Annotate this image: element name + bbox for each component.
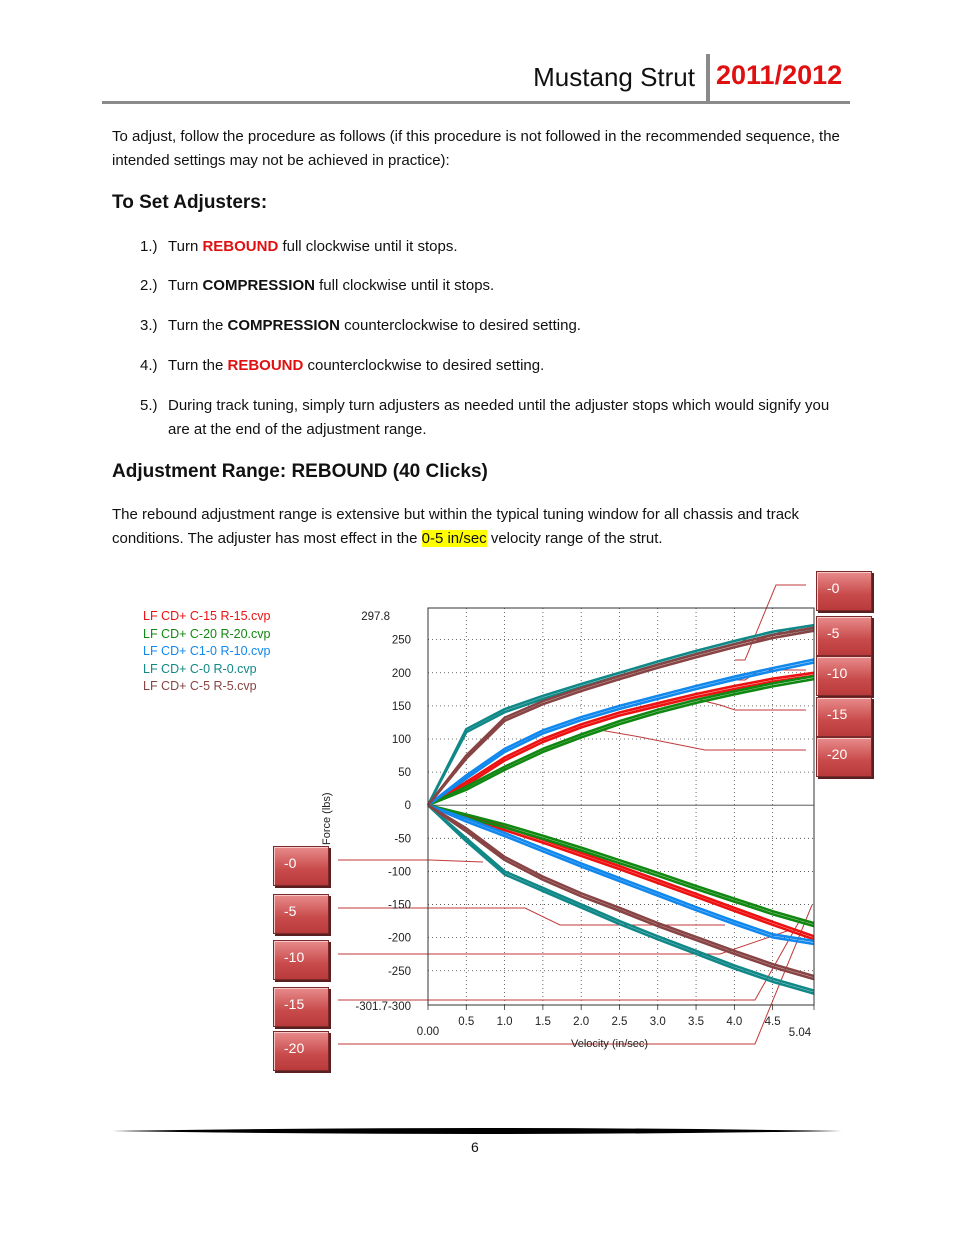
y-tick-label: -50: [394, 833, 411, 846]
y-tick-label: 250: [391, 634, 411, 647]
step-text: Turn: [168, 277, 203, 294]
page-header: [102, 54, 850, 104]
rebound-button-15[interactable]: -15: [816, 697, 872, 737]
y-tick-label: -200: [387, 932, 411, 945]
y-axis-label: Force (lbs): [321, 792, 333, 845]
y-tick-label: 297.8: [361, 611, 390, 623]
compression-button-20[interactable]: -20: [273, 1031, 329, 1071]
y-tick-label: 150: [391, 700, 411, 713]
rebound-button-20[interactable]: -20: [816, 737, 872, 777]
x-tick-label: 1.5: [534, 1016, 551, 1028]
callout-line: [735, 585, 806, 660]
legend-entry: LF CD+ C-5 R-5.cvp: [143, 679, 257, 693]
y-tick-label: -301.7-300: [355, 1001, 411, 1013]
step-keyword: REBOUND: [202, 238, 279, 255]
y-tick-label: -250: [387, 965, 411, 978]
legend-entry: LF CD+ C-15 R-15.cvp: [143, 609, 271, 623]
y-tick-label: -100: [387, 866, 411, 879]
page-number: 6: [471, 1139, 479, 1155]
y-tick-label: 50: [398, 767, 411, 780]
y-tick-label: -150: [387, 899, 411, 912]
step-text: During track tuning, simply turn adjusters as needed until the adjuster stops which would signify you are at the end of the adjustment range.: [168, 397, 830, 438]
header-separator: [706, 54, 710, 102]
x-tick-label: 4.0: [726, 1016, 743, 1028]
x-axis-label: Velocity (in/sec): [571, 1038, 649, 1050]
rebound-curve-4: [428, 805, 814, 976]
step-text: full clockwise until it stops.: [278, 238, 458, 255]
x-tick-label: 2.5: [611, 1016, 628, 1028]
x-tick-label: 0.5: [458, 1016, 475, 1028]
force-velocity-chart: [0, 560, 954, 1090]
step-text: counterclockwise to desired setting.: [303, 357, 545, 374]
step-keyword: COMPRESSION: [202, 277, 315, 294]
compression-curve-1: [428, 679, 814, 805]
compression-button-5[interactable]: -5: [273, 894, 329, 934]
rebound-curve-4: [428, 805, 814, 979]
step-text: full clockwise until it stops.: [314, 277, 495, 294]
paragraph-text: velocity range of the strut.: [486, 530, 663, 547]
step-number: 4.): [140, 357, 158, 374]
section-heading-rebound-range: Adjustment Range: REBOUND (40 Clicks): [112, 461, 488, 482]
legend-entry: LF CD+ C-20 R-20.cvp: [143, 626, 271, 641]
x-tick-label: 4.5: [764, 1016, 781, 1028]
step-number: 5.): [140, 397, 158, 414]
step-keyword: COMPRESSION: [227, 317, 340, 334]
step-number: 2.): [140, 277, 158, 294]
step-text: counterclockwise to desired setting.: [340, 317, 581, 334]
header-title: Mustang Strut: [533, 62, 695, 92]
intro-paragraph: To adjust, follow the procedure as follows (if this procedure is not followed in the recommended sequence, the intended settings may not be achieved in practice):: [112, 128, 840, 169]
step-text: Turn the: [168, 357, 228, 374]
footer-rule: [112, 1127, 842, 1135]
x-tick-label: 1.0: [496, 1016, 513, 1028]
rebound-curve-3: [428, 805, 814, 990]
compression-button-10[interactable]: -10: [273, 940, 329, 980]
x-tick-label: 5.04: [788, 1027, 812, 1039]
x-tick-label: 0.00: [416, 1026, 440, 1038]
paragraph-text: The rebound adjustment range is extensive but within the typical tuning window for all chassis and track conditions. The adjuster has most effect in the: [112, 506, 800, 547]
compression-button-0[interactable]: -0: [273, 846, 329, 886]
compression-button-15[interactable]: -15: [273, 987, 329, 1027]
step-keyword: REBOUND: [227, 357, 304, 374]
x-tick-label: 3.5: [688, 1016, 705, 1028]
rebound-paragraph: [112, 503, 852, 551]
rebound-button-0[interactable]: -0: [816, 571, 872, 611]
x-tick-labels: [417, 1016, 812, 1039]
chart-series: [428, 625, 814, 994]
plot-frame: [428, 608, 814, 1005]
y-tick-label: 200: [391, 667, 411, 680]
step-number: 1.): [140, 238, 158, 255]
section-heading-set-adjusters: To Set Adjusters:: [112, 192, 268, 213]
y-tick-label: 0: [404, 800, 411, 813]
legend-entry: LF CD+ C-0 R-0.cvp: [143, 661, 257, 676]
callout-line: [700, 700, 806, 710]
callout-line: [600, 730, 806, 750]
rebound-button-10[interactable]: -10: [816, 656, 872, 696]
header-year: 2011/2012: [716, 60, 843, 90]
rebound-button-5[interactable]: -5: [816, 616, 872, 656]
legend-entry: LF CD+ C1-0 R-10.cvp: [143, 644, 271, 658]
step-text: Turn: [168, 238, 203, 255]
chart-grid: [428, 608, 814, 1010]
y-tick-label: 100: [391, 733, 411, 746]
x-tick-label: 3.0: [649, 1016, 666, 1028]
callout-line: [338, 860, 483, 862]
header-rule: [102, 101, 850, 104]
rebound-curve-3: [428, 805, 814, 993]
highlighted-text: 0-5 in/sec: [421, 530, 487, 547]
y-tick-labels: [355, 611, 411, 1013]
step-text: Turn the: [168, 317, 228, 334]
x-tick-label: 2.0: [573, 1016, 590, 1028]
step-number: 3.): [140, 317, 158, 334]
